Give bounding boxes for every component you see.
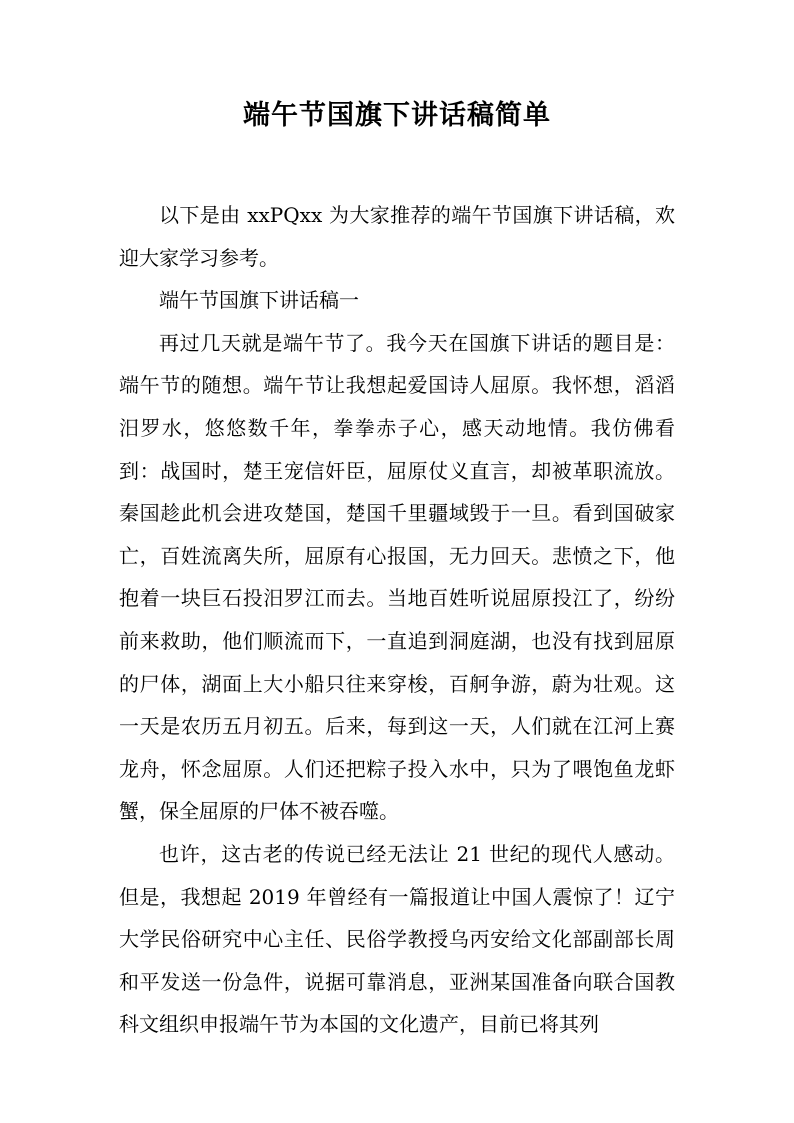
section-heading: 端午节国旗下讲话稿一 <box>159 288 359 313</box>
body-paragraph: 再过几天就是端午节了。我今天在国旗下讲话的题目是：端午节的随想。端午节让我想起爱国诗人屈原。我怀想，滔滔汨罗水，悠悠数千年，拳拳赤子心，感天动地情。我仿佛看到：战国时，楚王宠信奸臣，屈原仗义直言，却被革职流放。秦国趁此机会进攻楚国，楚国千里疆域毁于一旦。看到国破家亡，百姓流离失所，屈原有心报国，无力回天。悲愤之下，他抱着一块巨石投汨罗江而去。当地百姓听说屈原投江了，纷纷前来救助，他们顺流而下，一直追到洞庭湖，也没有找到屈原的尸体，湖面上大小船只往来穿梭，百舸争游，蔚为壮观。这一天是农历五月初五。后来，每到这一天，人们就在江河上赛龙舟，怀念屈原。人们还把粽子投入水中，只为了喂饱鱼龙虾蟹，保全屈原的尸体不被吞噬。 <box>119 330 675 824</box>
body-paragraph: 也许，这古老的传说已经无法让 21 世纪的现代人感动。但是，我想起 2019 年曾经有一篇报道让中国人震惊了！辽宁大学民俗研究中心主任、民俗学教授乌丙安给文化部副部长周和平发送一份急件，说据可靠消息，亚洲某国准备向联合国教科文组织申报端午节为本国的文化遗产，目前已将其列 <box>119 841 675 1037</box>
intro-paragraph: 以下是由 xxPQxx 为大家推荐的端午节国旗下讲话稿，欢迎大家学习参考。 <box>119 203 675 270</box>
document-title: 端午节国旗下讲话稿简单 <box>243 100 551 131</box>
document-body <box>119 194 675 1046</box>
